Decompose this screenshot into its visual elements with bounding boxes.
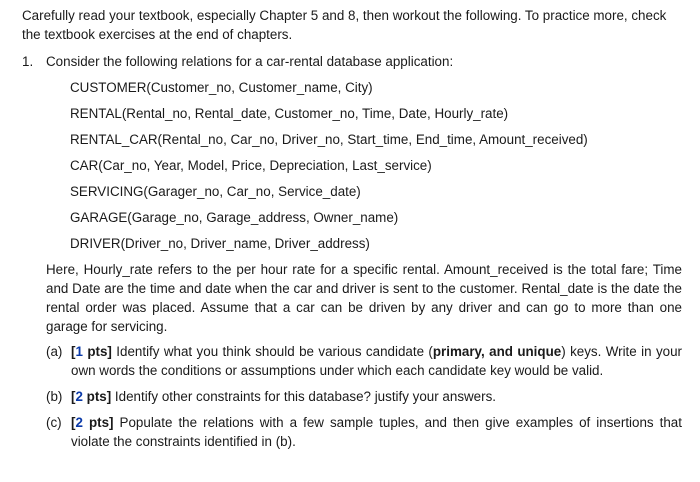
question-number: 1. <box>22 54 34 69</box>
points-value: 2 <box>75 389 83 404</box>
subquestion-text: [1 pts] Identify what you think should be various candidate (primary, and unique) keys. Write in your own words the conditions or assumptions under which each candidate key would be valid. <box>71 344 682 378</box>
emphasis-text: primary, and unique <box>432 344 562 359</box>
relation-rental: RENTAL(Rental_no, Rental_date, Customer_no, Time, Date, Hourly_rate) <box>70 106 509 121</box>
points-badge: [1 pts] <box>71 344 112 359</box>
points-value: 1 <box>75 344 83 359</box>
relation-list <box>70 78 682 260</box>
points-badge: [2 pts] <box>71 389 112 404</box>
subquestion-c <box>46 413 682 451</box>
points-badge: [2 pts] <box>71 415 114 430</box>
question-text: Consider the following relations for a car-rental database application: <box>46 54 454 69</box>
subquestion-list <box>46 342 682 451</box>
relation-servicing: SERVICING(Garager_no, Car_no, Service_date) <box>70 184 361 199</box>
relation-driver: DRIVER(Driver_no, Driver_name, Driver_address) <box>70 236 370 251</box>
relation-customer: CUSTOMER(Customer_no, Customer_name, City) <box>70 80 373 95</box>
intro-paragraph: Carefully read your textbook, especially Chapter 5 and 8, then workout the following. To practice more, check the textbook exercises at the end of chapters. <box>22 8 667 42</box>
subquestion-label: (c) <box>46 415 62 430</box>
question-body <box>46 52 682 458</box>
relation-car: CAR(Car_no, Year, Model, Price, Depreciation, Last_service) <box>70 158 432 173</box>
question-1 <box>22 52 682 458</box>
subquestion-text: [2 pts] Populate the relations with a few sample tuples, and then give examples of insertions that violate the constraints identified in (b). <box>71 415 682 449</box>
relation-rental-car: RENTAL_CAR(Rental_no, Car_no, Driver_no, Start_time, End_time, Amount_received) <box>70 132 588 147</box>
explanation-paragraph: Here, Hourly_rate refers to the per hour rate for a specific rental. Amount_received is the total fare; Time and Date are the time and date when the car and driver is sent to the customer. Rental_date is the date the rental order was placed. Assume that a car can be driven by any driver and can go to more than one garage for servicing. <box>46 262 682 334</box>
subquestion-a <box>46 342 682 380</box>
subquestion-label: (a) <box>46 344 63 359</box>
relation-garage: GARAGE(Garage_no, Garage_address, Owner_name) <box>70 210 399 225</box>
subquestion-b <box>46 387 682 406</box>
subquestion-text: [2 pts] Identify other constraints for this database? justify your answers. <box>71 389 497 404</box>
subquestion-label: (b) <box>46 389 63 404</box>
points-value: 2 <box>75 415 83 430</box>
question-list <box>22 52 682 458</box>
